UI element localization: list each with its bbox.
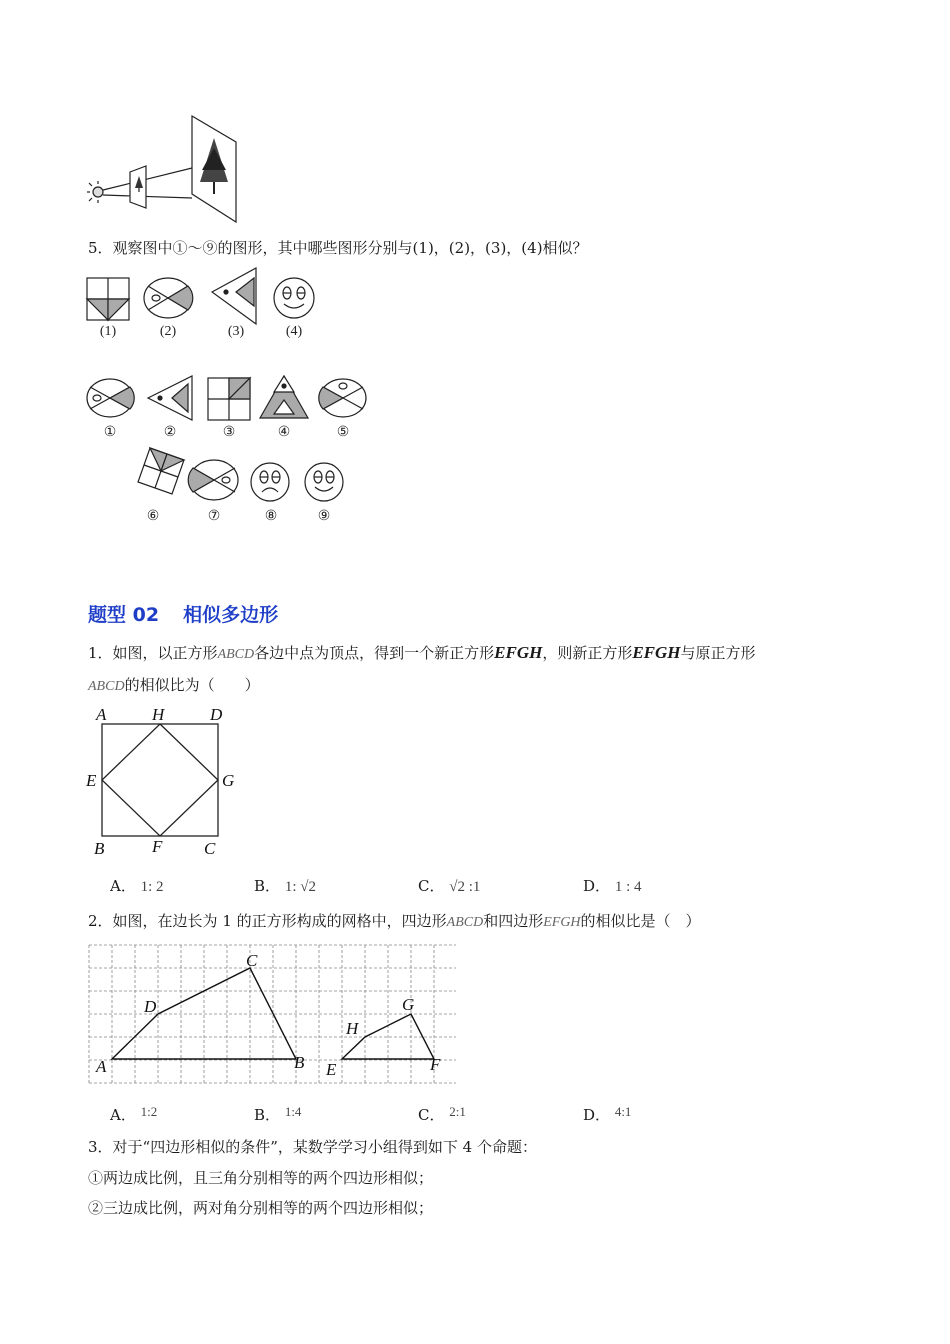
shape-label-1: ① — [103, 425, 117, 440]
q1-line2: ABCD的相似比为（ ） — [88, 676, 260, 694]
q2-label-G: G — [402, 995, 415, 1014]
shape-7 — [188, 460, 238, 500]
ref-label-1: (1) — [99, 324, 117, 339]
q1-label-H: H — [152, 705, 165, 724]
q2-label-D: D — [144, 997, 157, 1016]
shape-8 — [251, 463, 289, 501]
shape-label-4: ④ — [277, 425, 291, 440]
ref-shape-4 — [274, 278, 314, 318]
q1-square-figure — [84, 702, 244, 862]
q2-option-d[interactable]: D． 4:1 — [583, 1104, 632, 1124]
q2-label-E: E — [326, 1060, 337, 1079]
q2-label-A: A — [96, 1057, 107, 1076]
shape-label-9: ⑨ — [317, 509, 331, 524]
q1-label-B: B — [94, 839, 105, 858]
ref-shape-3 — [212, 268, 256, 324]
q3-item-1: ①两边成比例，且三角分别相等的两个四边形相似； — [88, 1169, 434, 1187]
shape-label-3: ③ — [222, 425, 236, 440]
q1-option-d[interactable]: D． 1 : 4 — [583, 877, 642, 895]
q2-label-H: H — [346, 1019, 359, 1038]
q5-number: 5． — [88, 239, 113, 257]
q2-label-F: F — [430, 1055, 441, 1074]
q2-label-B: B — [294, 1053, 305, 1072]
q1-label-E: E — [86, 771, 97, 790]
shape-6 — [138, 448, 184, 494]
shape-label-8: ⑧ — [264, 509, 278, 524]
q1-label-G: G — [222, 771, 235, 790]
ref-label-4: (4) — [285, 324, 303, 339]
q1-label-D: D — [210, 705, 223, 724]
q1-line1: 1．如图，以正方形ABCD各边中点为顶点，得到一个新正方形EFGH，则新正方形EFGH与原正方形 — [88, 643, 756, 662]
section-subtitle: 相似多边形 — [183, 604, 279, 626]
q5-candidate-shapes-row1 — [84, 372, 374, 424]
q2-option-c[interactable]: C． 2:1 — [418, 1104, 466, 1124]
shape-label-6: ⑥ — [146, 509, 160, 524]
projection-figure — [84, 112, 244, 224]
shape-4 — [260, 376, 308, 418]
ref-label-2: (2) — [159, 324, 177, 339]
shape-label-5: ⑤ — [336, 425, 350, 440]
shape-label-2: ② — [163, 425, 177, 440]
q2-grid-figure — [86, 942, 456, 1086]
q1-option-a[interactable]: A． 1: 2 — [110, 877, 164, 895]
q1-label-A: A — [96, 705, 107, 724]
q5-reference-shapes — [84, 264, 324, 326]
q1-option-c[interactable]: C． √2 :1 — [418, 877, 481, 895]
q2-line1: 2．如图，在边长为 1 的正方形构成的网格中，四边形ABCD和四边形EFGH的相似比是（ ） — [88, 912, 701, 930]
shape-1 — [87, 379, 134, 417]
q3-item-2: ②三边成比例，两对角分别相等的两个四边形相似； — [88, 1199, 434, 1217]
shape-5 — [319, 379, 366, 417]
q5-candidate-shapes-row2 — [120, 444, 350, 508]
section-heading — [88, 600, 278, 627]
shape-2 — [148, 376, 192, 420]
ref-shape-2 — [144, 278, 193, 318]
ref-label-3: (3) — [227, 324, 245, 339]
q1-label-F: F — [152, 837, 163, 856]
shape-3 — [208, 378, 250, 420]
section-title: 题型 02 — [88, 604, 160, 626]
q2-label-C: C — [246, 951, 258, 970]
q2-option-a[interactable]: A． 1:2 — [110, 1104, 158, 1124]
q3-line1: 3．对于“四边形相似的条件”，某数学学习小组得到如下 4 个命题： — [88, 1138, 537, 1156]
q5-text: 观察图中①～⑨的图形，其中哪些图形分别与(1)，(2)，(3)，(4)相似？ — [112, 239, 588, 257]
q1-option-b[interactable]: B． 1: √2 — [254, 877, 316, 895]
shape-label-7: ⑦ — [207, 509, 221, 524]
q2-option-b[interactable]: B． 1:4 — [254, 1104, 302, 1124]
q1-label-C: C — [204, 839, 216, 858]
shape-9 — [305, 463, 343, 501]
ref-shape-1 — [87, 278, 129, 320]
